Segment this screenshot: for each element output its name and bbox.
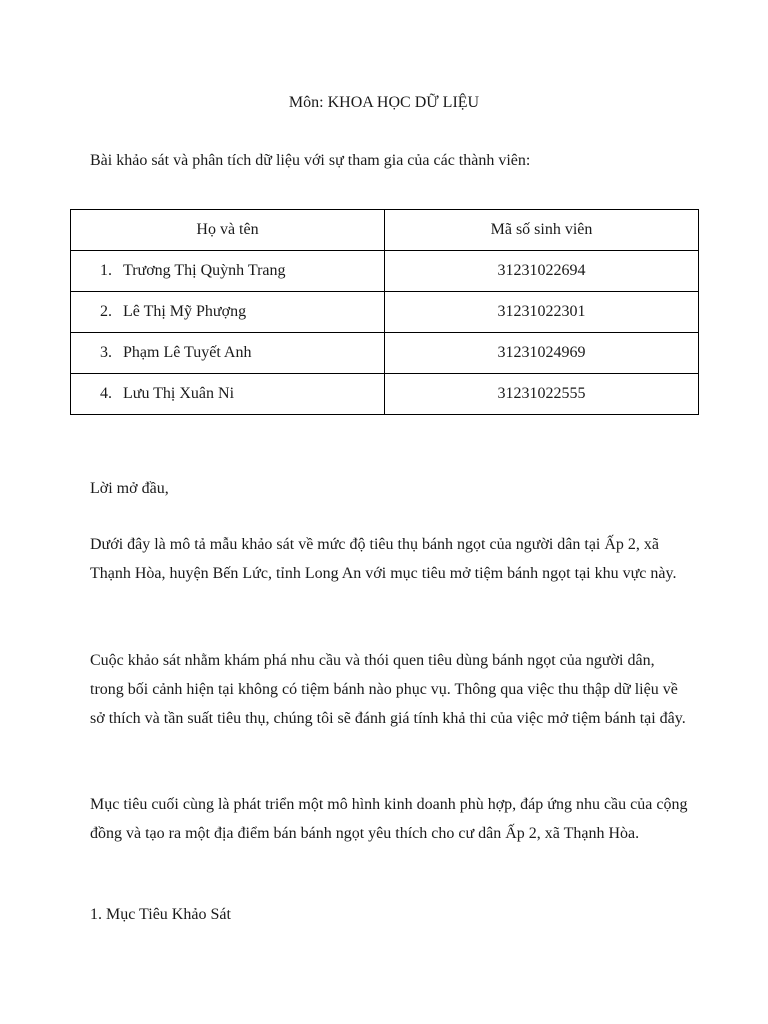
table-header-row	[71, 210, 699, 251]
row-number: 1.	[100, 262, 112, 279]
member-name-cell	[71, 374, 385, 415]
student-id: 31231024969	[385, 333, 699, 374]
member-name: Phạm Lê Tuyết Anh	[123, 344, 252, 361]
table-row	[71, 251, 699, 292]
header-student-id: Mã số sinh viên	[385, 210, 699, 251]
row-number: 4.	[100, 385, 112, 402]
member-name-cell	[71, 251, 385, 292]
member-name-cell	[71, 333, 385, 374]
paragraph: Mục tiêu cuối cùng là phát triển một mô hình kinh doanh phù hợp, đáp ứng nhu cầu của cộng đồng và tạo ra một địa điểm bán bánh ngọt yêu thích cho cư dân Ấp 2, xã Thạnh Hòa.	[90, 796, 688, 842]
header-name: Họ và tên	[71, 210, 385, 251]
members-table	[70, 209, 699, 415]
paragraph: Dưới đây là mô tả mẫu khảo sát về mức độ tiêu thụ bánh ngọt của người dân tại Ấp 2, xã Thạnh Hòa, huyện Bến Lức, tỉnh Long An với mục tiêu mở tiệm bánh ngọt tại khu vực này.	[90, 536, 677, 582]
paragraph: Cuộc khảo sát nhằm khám phá nhu cầu và thói quen tiêu dùng bánh ngọt của người dân, trong bối cảnh hiện tại không có tiệm bánh nào phục vụ. Thông qua việc thu thập dữ liệu về sở thích và tần suất tiêu thụ, chúng tôi sẽ đánh giá tính khả thi của việc mở tiệm bánh tại đây.	[90, 652, 686, 727]
member-name: Lưu Thị Xuân Ni	[123, 385, 235, 402]
student-id: 31231022555	[385, 374, 699, 415]
student-id: 31231022694	[385, 251, 699, 292]
table-row	[71, 374, 699, 415]
table-row	[71, 292, 699, 333]
student-id: 31231022301	[385, 292, 699, 333]
row-number: 2.	[100, 303, 112, 320]
document-title: Môn: KHOA HỌC DỮ LIỆU	[288, 94, 480, 111]
member-name-cell	[71, 292, 385, 333]
section-heading: 1. Mục Tiêu Khảo Sát	[90, 906, 231, 923]
table-row	[71, 333, 699, 374]
member-name: Trương Thị Quỳnh Trang	[123, 262, 286, 279]
row-number: 3.	[100, 344, 112, 361]
intro-text: Bài khảo sát và phân tích dữ liệu với sự tham gia của các thành viên:	[90, 152, 531, 169]
member-name: Lê Thị Mỹ Phượng	[123, 303, 247, 320]
greeting: Lời mở đầu,	[90, 480, 169, 497]
